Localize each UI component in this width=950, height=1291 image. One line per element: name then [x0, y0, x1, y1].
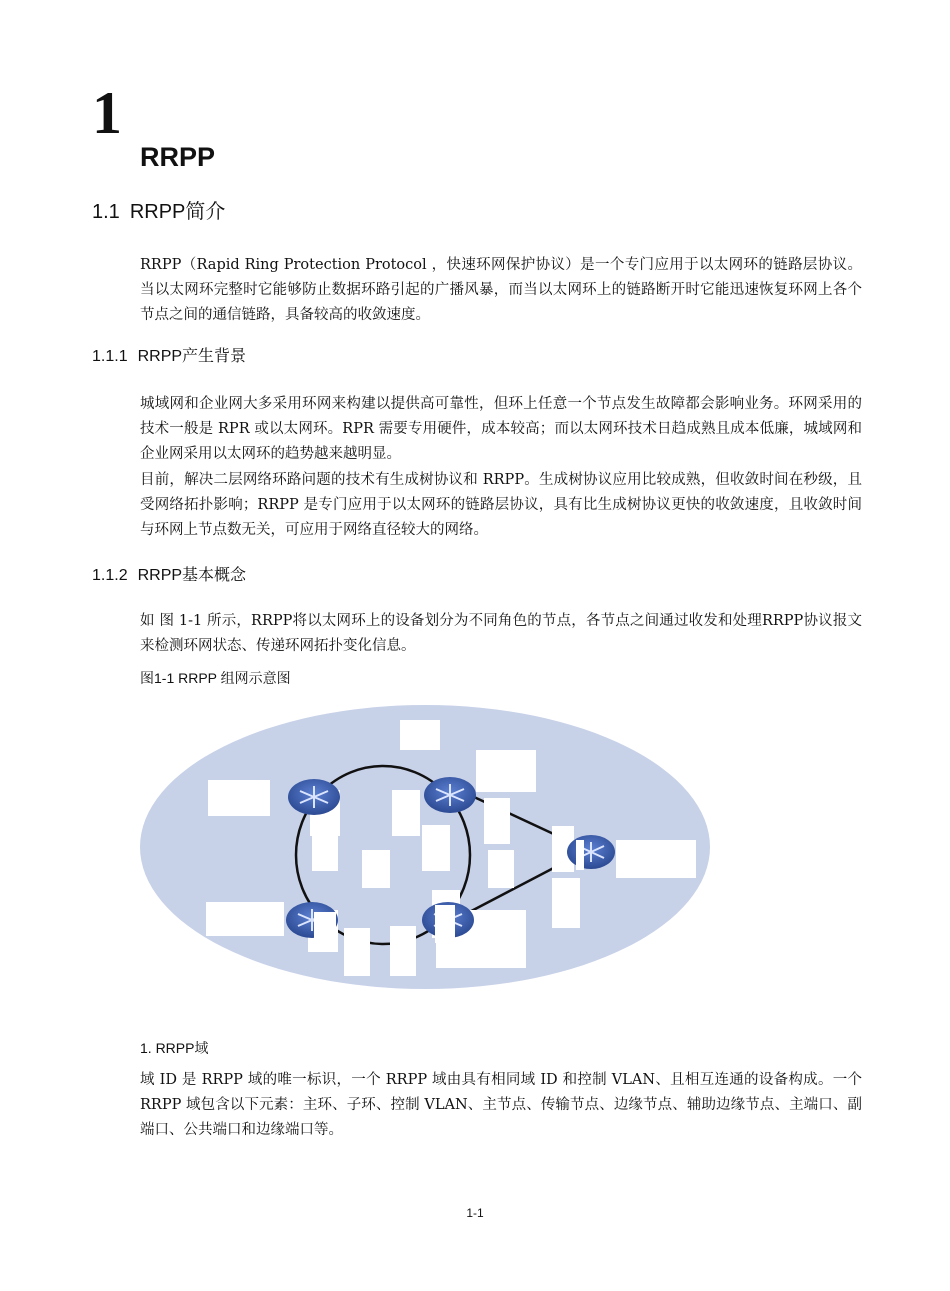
subsection-heading-2	[92, 565, 246, 587]
rrpp-domain-paragraph: 域 ID 是 RRPP 域的唯一标识，一个 RRPP 域由具有相同域 ID 和控制 VLAN、且相互连通的设备构成。一个 RRPP 域包含以下元素：主环、子环、控制 VLAN、主节点、传输节点、边缘节点、辅助边缘节点、主端口、副端口、公共端口和边缘端口等。	[140, 1072, 862, 1138]
intro-paragraph: RRPP（Rapid Ring Protection Protocol ，快速环网保护协议）是一个专门应用于以太网环的链路层协议。当以太网环完整时它能够防止数据环路引起的广播风暴，而当以太网环上的链路断开时它能迅速恢复环网上各个节点之间的通信链路，具备较高的收敛速度。	[140, 257, 862, 323]
subsection-title: RRPP基本概念	[137, 567, 247, 584]
rrpp-domain-heading: 1. RRPP域	[140, 1040, 209, 1056]
section-title: RRPP简介	[129, 201, 226, 223]
subsection-title: RRPP产生背景	[137, 348, 247, 365]
subsection-heading-1	[92, 346, 246, 368]
chapter-number: 1	[92, 80, 122, 146]
router-node-right	[567, 835, 615, 869]
section-number: 1.1	[92, 201, 120, 223]
figure-caption: 图1-1 RRPP 组网示意图	[140, 670, 291, 686]
background-paragraph-2: 目前，解决二层网络环路问题的技术有生成树协议和 RRPP。生成树协议应用比较成熟，但收敛时间在秒级，且受网络拓扑影响；RRPP 是专门应用于以太网环的链路层协议，具有比生成树协议更快的收敛速度，且收敛时间与环网上节点数无关，可应用于网络直径较大的网络。	[140, 472, 862, 538]
router-node-top-left	[288, 779, 340, 815]
router-node-top-right	[424, 777, 476, 813]
page-number: 1-1	[466, 1206, 484, 1220]
section-heading	[92, 198, 225, 226]
subsection-number: 1.1.2	[92, 567, 128, 584]
chapter-title: RRPP	[140, 142, 216, 172]
rrpp-network-diagram	[140, 700, 715, 995]
subsection-number: 1.1.1	[92, 348, 128, 365]
concept-paragraph: 如 图 1-1 所示，RRPP将以太网环上的设备划分为不同角色的节点，各节点之间通过收发和处理RRPP协议报文来检测环网状态、传递环网拓扑变化信息。	[140, 613, 862, 654]
background-paragraph-1: 城域网和企业网大多采用环网来构建以提供高可靠性，但环上任意一个节点发生故障都会影响业务。环网采用的技术一般是 RPR 或以太网环。RPR 需要专用硬件，成本较高；而以太网环技术日趋成熟且成本低廉，城域网和企业网采用以太网环的趋势越来越明显。	[140, 396, 862, 462]
